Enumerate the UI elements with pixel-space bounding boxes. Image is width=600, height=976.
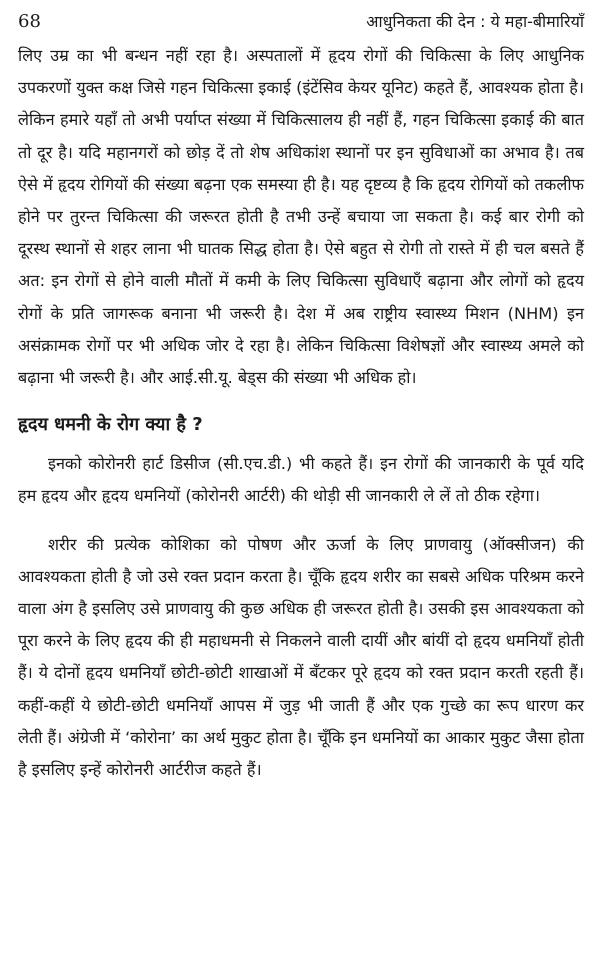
- book-page: [18, 10, 584, 786]
- paragraph-gap: [18, 513, 584, 529]
- page-header: [18, 10, 584, 40]
- paragraph-oxygen: शरीर की प्रत्येक कोशिका को पोषण और ऊर्जा के लिए प्राणवायु (ऑक्सीजन) की आवश्यकता होती है जो उसे रक्त प्रदान करता है। चूँकि हृदय शरीर का सबसे अधिक परिश्रम करने वाला अंग है इसलिए उसे प्राणवायु की कुछ अधिक ही जरूरत होती है। उसकी इस आवश्यकता को पूरा करने के लिए हृदय की ही महाधमनी से निकलने वाली दायीं और बांयीं दो हृदय धमनियाँ होती हैं। ये दोनों हृदय धमनियाँ छोटी-छोटी शाखाओं में बँटकर पूरे हृदय को रक्त प्रदान करती रहती हैं। कहीं-कहीं ये छोटी-छोटी धमनियाँ आपस में जुड़ भी जाती हैं और एक गुच्छे का रूप धारण कर लेती हैं। अंग्रेजी में ‘कोरोना’ का अर्थ मुकुट होता है। चूँकि इन धमनियों का आकार मुकुट जैसा होता है इसलिए इन्हें कोरोनरी आर्टरीज कहते हैं।: [18, 534, 584, 780]
- paragraph-chd: इनको कोरोनरी हार्ट डिसीज (सी.एच.डी.) भी कहते हैं। इन रोगों की जानकारी के पूर्व यदि हम हृदय और हृदय धमनियों (कोरोनरी आर्टरी) की थोड़ी सी जानकारी ले लें तो ठीक रहेगा।: [18, 454, 584, 506]
- paragraph-intro: लिए उम्र का भी बन्धन नहीं रहा है। अस्पतालों में हृदय रोगों की चिकित्सा के लिए आधुनिक उपकरणों युक्त कक्ष जिसे गहन चिकित्सा इकाई (इंटेंसिव केयर यूनिट) कहते हैं, आवश्यक होता है। लेकिन हमारे यहाँ तो अभी पर्याप्त संख्या में चिकित्सालय ही नहीं हैं, गहन चिकित्सा इकाई की बात तो दूर है। यदि महानगरों को छोड़ दें तो शेष अधिकांश स्थानों पर इन सुविधाओं का अभाव है। तब ऐसे में हृदय रोगियों की संख्या बढ़ना एक समस्या ही है। यह दृष्टव्य है कि हृदय रोगियों को तकलीफ होने पर तुरन्त चिकित्सा की जरूरत होती है तभी उन्हें बचाया जा सकता है। कई बार रोगी को दूरस्थ स्थानों से शहर लाना भी घातक सिद्ध होता है। ऐसे बहुत से रोगी तो रास्ते में ही चल बसते हैं अत: इन रोगों से होने वाली मौतों में कमी के लिए चिकित्सा सुविधाएँ बढ़ाना और लोगों को हृदय रोगों के प्रति जागरूक बनाना भी जरूरी है। देश में अब राष्ट्रीय स्वास्थ्य मिशन (NHM) इन असंक्रामक रोगों पर भी अधिक जोर दे रहा है। लेकिन चिकित्सा विशेषज्ञों और स्वास्थ्य अमले को बढ़ाना भी जरूरी है। और आई.सी.यू. बेड्स की संख्या भी अधिक हो।: [18, 46, 584, 388]
- page-number: 68: [18, 11, 41, 32]
- running-title: आधुनिकता की देन : ये महा-बीमारियाँ: [366, 12, 584, 31]
- section-heading: हृदय धमनी के रोग क्या है ?: [18, 414, 203, 436]
